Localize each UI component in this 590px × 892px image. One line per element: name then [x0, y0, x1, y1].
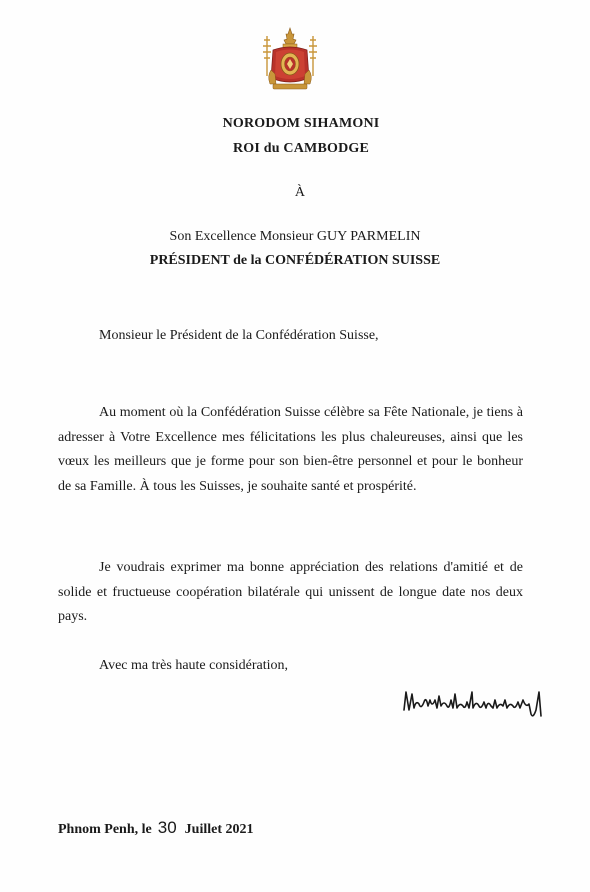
date-place: Phnom Penh, le [58, 822, 152, 837]
body-paragraph-2 [58, 556, 523, 630]
addressee-marker: À [294, 185, 306, 200]
sender-title: ROI du CAMBODGE [232, 141, 370, 156]
paragraph-1-text: Au moment où la Confédération Suisse célèbre sa Fête Nationale, je tiens à adresser à Votre Excellence mes félicitations les plus chaleureuses, ainsi que les vœux les meilleurs que je forme pour son bien-être personnel et pour le bonheur de sa Famille. À tous les Suisses, je souhaite santé et prospérité. [58, 405, 523, 494]
salutation: Monsieur le Président de la Confédération Suisse, [99, 328, 379, 343]
date-month-year: Juillet 2021 [184, 822, 254, 837]
date-day: 30 [157, 818, 177, 837]
place-and-date [58, 818, 254, 838]
sender-name: NORODOM SIHAMONI [222, 116, 380, 131]
recipient-line-1: Son Excellence Monsieur GUY PARMELIN [169, 229, 421, 244]
royal-coat-of-arms-icon [261, 26, 319, 92]
body-paragraph-1 [58, 401, 523, 499]
recipient-line-2: PRÉSIDENT de la CONFÉDÉRATION SUISSE [149, 253, 441, 268]
signature-icon [402, 686, 552, 720]
closing-line: Avec ma très haute considération, [99, 658, 289, 673]
paragraph-2-text: Je voudrais exprimer ma bonne appréciation des relations d'amitié et de solide et fructueuse coopération bilatérale qui unissent de longue date nos deux pays. [58, 560, 523, 624]
